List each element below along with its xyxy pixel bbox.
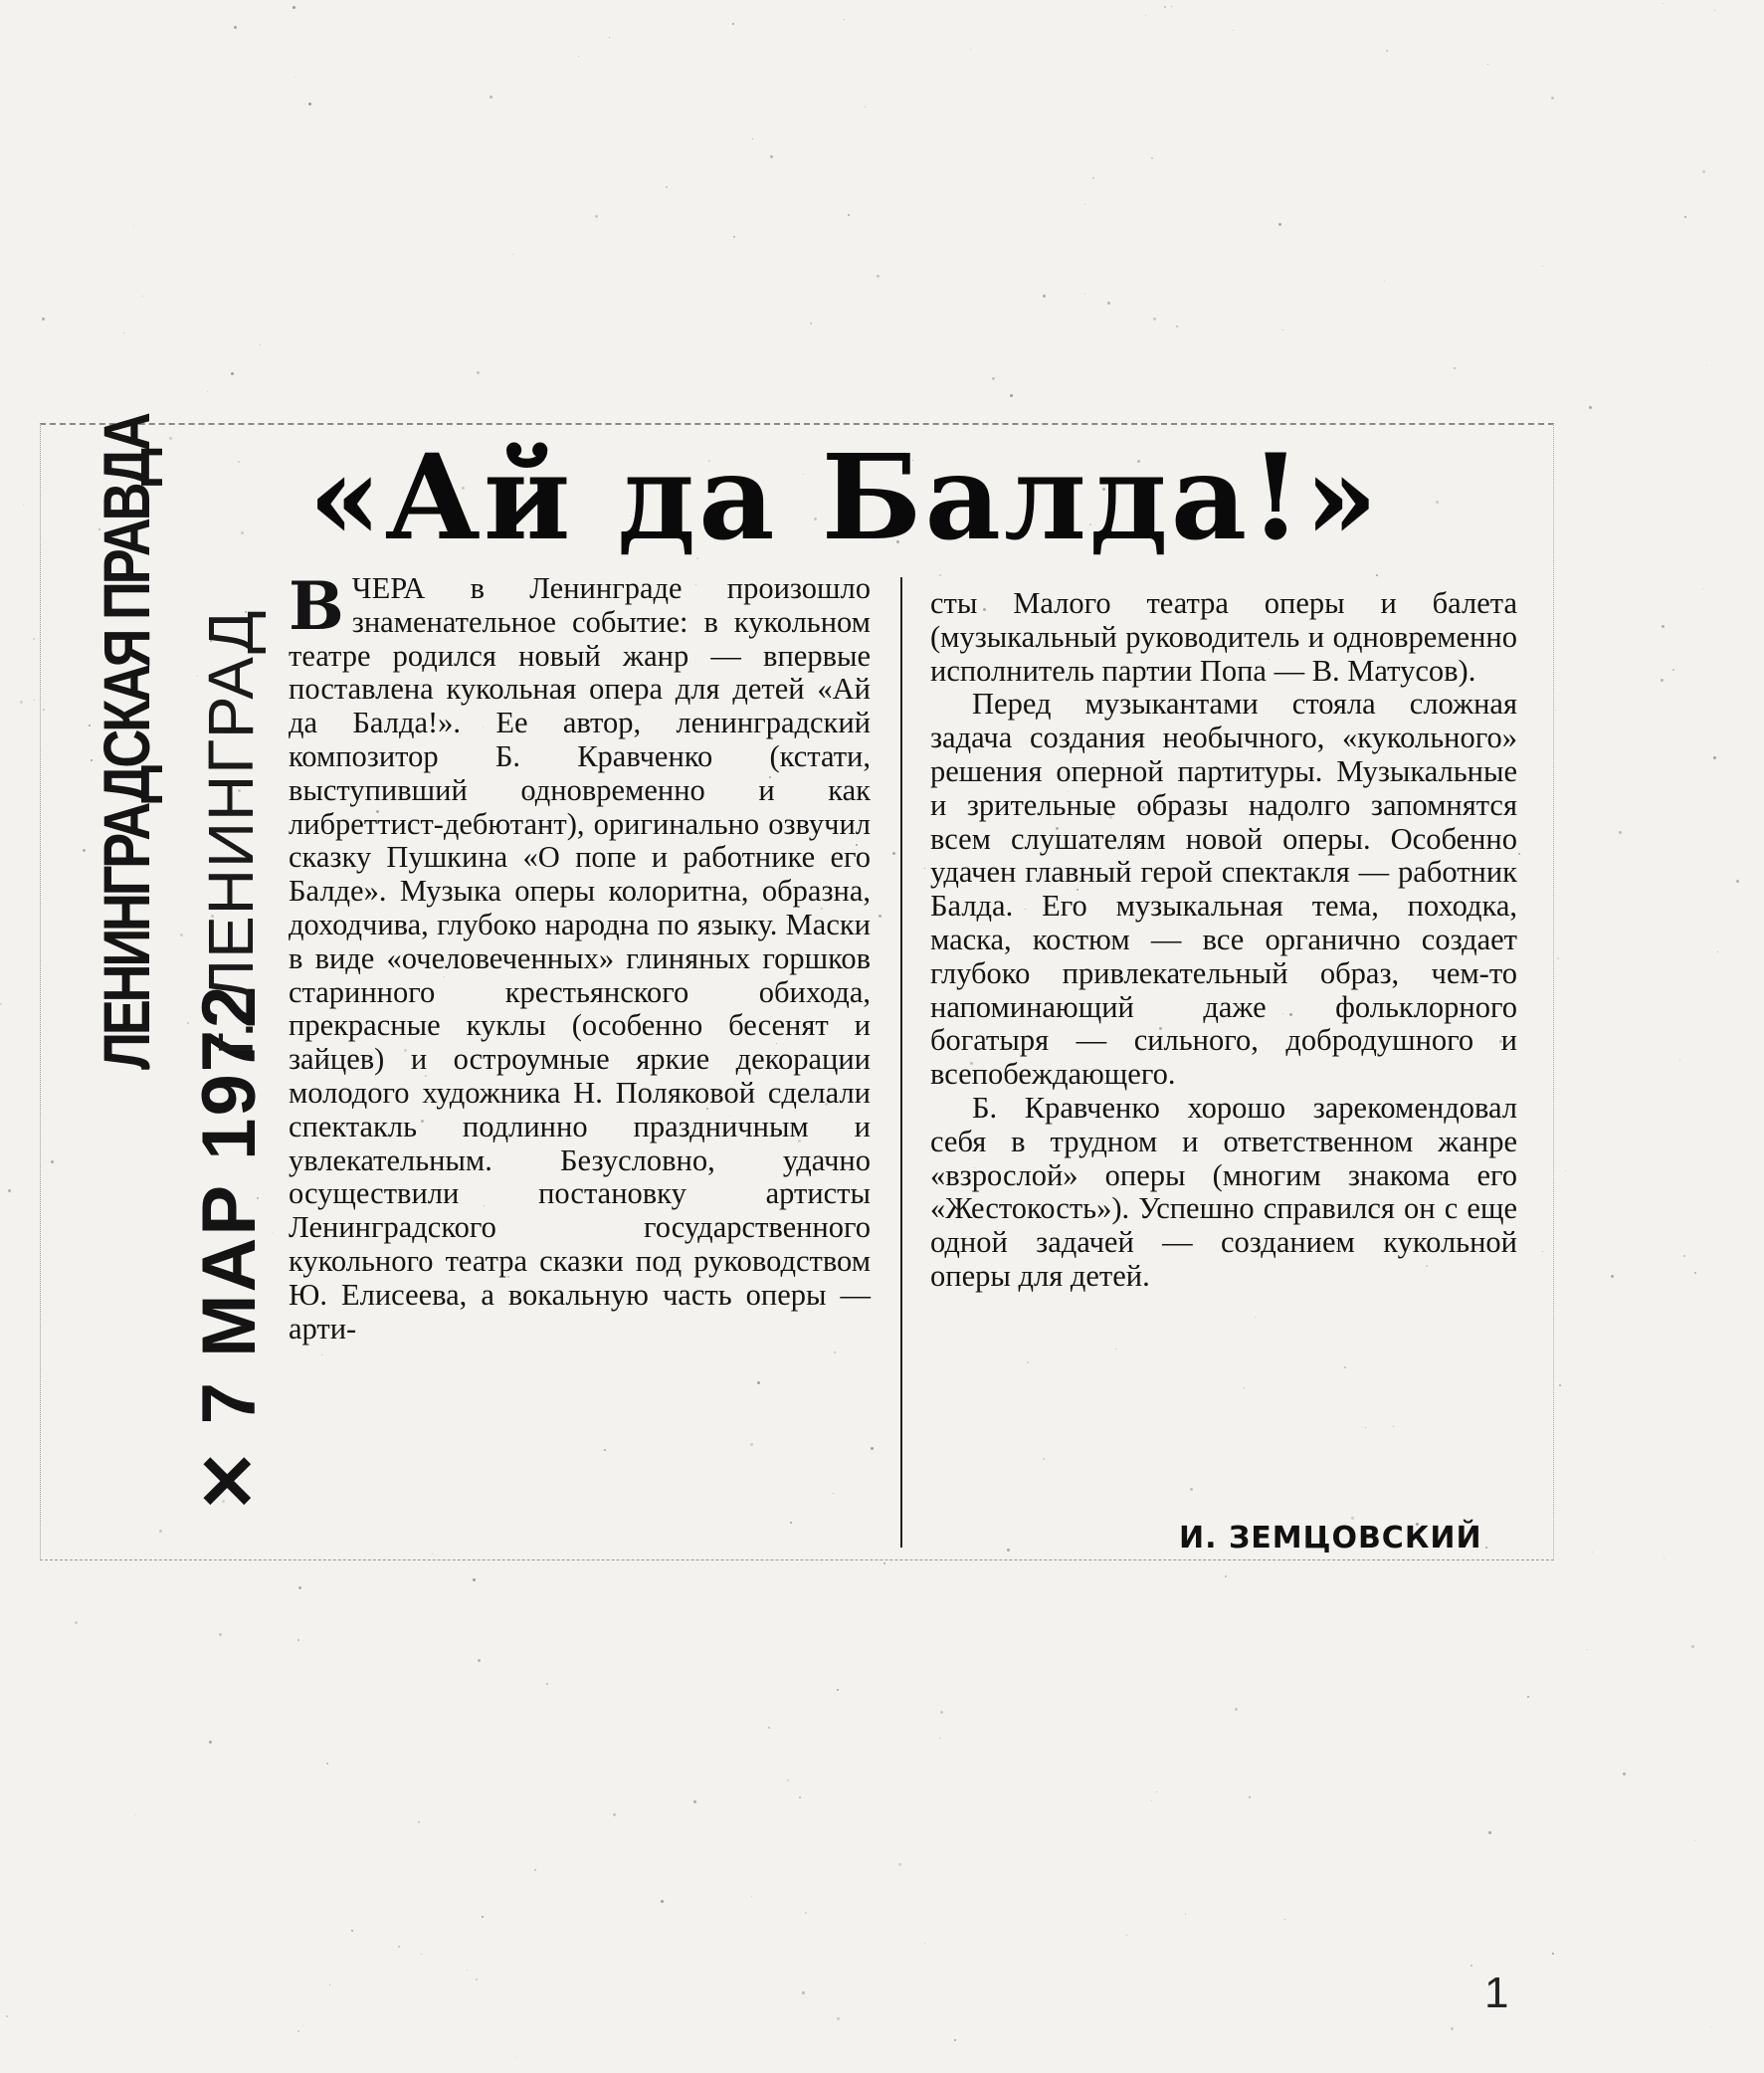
noise-speck — [1717, 951, 1718, 952]
stamp-newspaper-name: ЛЕНИНГРАДСКАЯ ПРАВДА — [90, 415, 163, 1070]
noise-speck — [1151, 157, 1153, 159]
noise-speck — [898, 1863, 901, 1866]
noise-speck — [805, 1912, 807, 1914]
noise-speck — [787, 1779, 789, 1781]
noise-speck — [1587, 1649, 1588, 1650]
noise-speck — [478, 1659, 481, 1662]
noise-speck — [954, 2039, 956, 2041]
noise-speck — [1225, 1575, 1227, 1577]
noise-speck — [837, 2017, 840, 2020]
noise-speck — [1153, 317, 1156, 320]
noise-speck — [134, 1814, 135, 1815]
noise-speck — [231, 372, 234, 375]
noise-speck — [1145, 15, 1146, 16]
noise-speck — [1084, 204, 1085, 205]
noise-speck — [1672, 669, 1674, 671]
noise-speck — [1684, 216, 1686, 218]
article-paragraph: Б. Кравченко хорошо зарекомендовал себя в трудном и ответственном жанре «взрослой» оперы (многим знакома его «Жестокость»). Успешно справился он с еще одной задачей — созданием кукольной оперы для детей. — [930, 1090, 1517, 1293]
noise-speck — [1282, 329, 1283, 330]
noise-speck — [609, 37, 610, 38]
noise-speck — [1623, 1772, 1626, 1775]
noise-speck — [329, 1984, 330, 1985]
article-column-right — [930, 587, 1517, 1294]
noise-speck — [1736, 880, 1739, 883]
noise-speck — [883, 1562, 885, 1564]
noise-speck — [1694, 1840, 1695, 1841]
noise-speck — [1710, 2026, 1711, 2027]
noise-speck — [837, 1689, 839, 1691]
noise-speck — [398, 1946, 400, 1948]
noise-speck — [1663, 3, 1664, 4]
noise-speck — [1565, 1170, 1566, 1171]
noise-speck — [1664, 1557, 1665, 1558]
article-paragraph: Перед музыкантами стояла сложная задача создания необычного, «кукольного» решения оперной партитуры. Музыкальные и зрительные образы надолго запомнятся всем слушателям новой оперы. Особенно удачен главный герой спектакля — работник Балда. Его музыкальная тема, походка, маска, костюм — все органично создает глубоко привлекательный образ, чем-то напоминающий даже фольклорного богатыря — сильного, добродушного и всепобеждающего. — [930, 687, 1517, 1092]
noise-speck — [1454, 367, 1456, 369]
noise-speck — [578, 56, 579, 57]
noise-speck — [326, 1762, 328, 1764]
noise-speck — [142, 296, 143, 297]
noise-speck — [1126, 1935, 1127, 1936]
stamp-city: г. ЛЕНИНГРАД — [195, 609, 267, 1055]
noise-speck — [297, 1639, 299, 1641]
noise-speck — [1084, 294, 1085, 295]
noise-speck — [0, 1003, 2, 1005]
noise-speck — [234, 26, 237, 29]
noise-speck — [1384, 281, 1385, 282]
noise-speck — [1488, 1831, 1491, 1834]
noise-speck — [293, 6, 295, 9]
noise-speck — [1451, 2027, 1454, 2030]
noise-speck — [1589, 406, 1592, 409]
noise-speck — [209, 1741, 212, 1744]
noise-speck — [940, 1711, 943, 1714]
article-byline: И. ЗЕМЦОВСКИЙ — [1179, 1521, 1482, 1555]
noise-speck — [693, 1800, 696, 1803]
noise-speck — [732, 23, 734, 25]
noise-speck — [1185, 1914, 1186, 1915]
noise-speck — [534, 1869, 536, 1871]
noise-speck — [1706, 365, 1707, 366]
noise-speck — [799, 1796, 801, 1798]
noise-speck — [1107, 302, 1110, 305]
noise-speck — [298, 1586, 301, 1589]
noise-speck — [1551, 97, 1554, 100]
noise-speck — [421, 1954, 422, 1955]
noise-speck — [1278, 223, 1281, 226]
noise-speck — [33, 638, 35, 640]
article-column-left — [289, 567, 871, 1346]
noise-speck — [294, 77, 295, 78]
noise-speck — [733, 236, 735, 238]
noise-speck — [8, 1189, 11, 1192]
noise-speck — [477, 371, 480, 374]
noise-speck — [207, 391, 208, 392]
article-paragraph — [289, 567, 871, 1346]
noise-speck — [476, 1978, 478, 1980]
noise-speck — [20, 701, 23, 704]
noise-speck — [1662, 625, 1665, 628]
noise-speck — [123, 332, 124, 333]
stamp-date: ✕ 7 МАР 1972 — [187, 983, 272, 1513]
noise-speck — [752, 138, 753, 139]
article-paragraph-text: ЧЕРА в Ленинграде произошло знаменательное событие: в кукольном театре родился новый жанр — впервые поставлена кукольная опера для детей «Ай да Балда!». Ее автор, ленинградский композитор Б. Кравченко (кстати, выступивший одновременно и как либреттист-дебютант), оригинально озвучил сказку Пушкина «О попе и работнике его Балде». Музыка оперы колоритна, образна, доходчива, глубоко народна по языку. Маски в виде «очеловеченных» глиняных горшков старинного крестьянского обихода, прекрасные куклы (особенно бесенят и зайцев) и остроумные яркие декорации молодого художника Н. Поляковой сделали спектакль подлинно праздничным и увлекательным. Безусловно, удачно осуществили постановку артисты Ленинградского государственного кукольного театра сказки под руководством Ю. Елисеева, а вокальную часть оперы — арти- — [289, 571, 871, 1346]
noise-speck — [751, 1896, 752, 1897]
noise-speck — [467, 1969, 468, 1970]
noise-speck — [1156, 1791, 1157, 1792]
noise-speck — [34, 700, 35, 701]
noise-speck — [924, 1943, 925, 1944]
column-divider — [900, 577, 902, 1548]
noise-speck — [6, 2015, 8, 2017]
noise-speck — [1151, 1800, 1152, 1801]
noise-speck — [297, 2030, 299, 2032]
noise-speck — [1386, 50, 1388, 52]
noise-speck — [970, 49, 971, 50]
noise-speck — [666, 186, 668, 188]
noise-speck — [23, 505, 24, 506]
noise-speck — [1249, 1796, 1251, 1798]
noise-speck — [1702, 170, 1705, 173]
noise-speck — [1233, 30, 1234, 31]
page-mark: 1 — [1484, 1969, 1509, 2017]
noise-speck — [515, 2057, 516, 2058]
noise-speck — [877, 275, 880, 278]
noise-speck — [351, 1930, 353, 1932]
noise-speck — [1557, 957, 1559, 959]
noise-speck — [1555, 710, 1556, 711]
noise-speck — [133, 225, 134, 226]
noise-speck — [1487, 64, 1488, 65]
noise-speck — [770, 155, 773, 158]
noise-speck — [482, 1916, 484, 1918]
noise-speck — [848, 214, 850, 216]
noise-speck — [810, 322, 812, 324]
noise-speck — [1092, 177, 1094, 179]
noise-speck — [844, 19, 845, 20]
noise-speck — [1171, 6, 1172, 7]
noise-speck — [865, 106, 866, 107]
noise-speck — [1284, 1919, 1285, 1920]
noise-speck — [473, 1578, 476, 1581]
noise-speck — [1619, 831, 1622, 834]
noise-speck — [1694, 1272, 1696, 1274]
noise-speck — [1683, 1255, 1685, 1257]
noise-speck — [939, 1738, 940, 1739]
noise-speck — [802, 1991, 805, 1994]
noise-speck — [260, 344, 261, 345]
noise-speck — [1691, 1645, 1694, 1648]
noise-speck — [308, 103, 311, 105]
noise-speck — [1661, 679, 1664, 682]
noise-speck — [1542, 266, 1543, 267]
noise-speck — [1164, 6, 1166, 8]
noise-speck — [1470, 1965, 1472, 1967]
noise-speck — [75, 1621, 78, 1624]
noise-speck — [418, 1821, 420, 1823]
noise-speck — [1679, 1059, 1680, 1060]
article-paragraph: сты Малого театра оперы и балета (музыкальный руководитель и одновременно исполнитель партии Попа — В. Матусов). — [930, 586, 1517, 688]
noise-speck — [768, 1727, 770, 1729]
noise-speck — [1527, 1696, 1529, 1698]
noise-speck — [1235, 1708, 1238, 1711]
noise-speck — [1713, 756, 1716, 759]
noise-speck — [1702, 588, 1703, 589]
noise-speck — [613, 1813, 616, 1816]
noise-speck — [595, 215, 598, 218]
noise-speck — [512, 254, 513, 255]
noise-speck — [490, 96, 492, 99]
noise-speck — [1592, 1552, 1593, 1553]
noise-speck — [1043, 295, 1046, 298]
noise-speck — [1176, 325, 1178, 327]
noise-speck — [546, 1683, 548, 1685]
noise-speck — [1552, 1953, 1554, 1955]
noise-speck — [42, 317, 45, 320]
noise-speck — [1559, 1384, 1561, 1386]
article-headline: «Ай да Балда!» — [308, 428, 1381, 566]
drop-cap: В — [289, 567, 344, 645]
archive-stamp — [85, 415, 279, 1523]
noise-speck — [1611, 1275, 1614, 1278]
noise-speck — [1010, 394, 1013, 397]
noise-speck — [992, 377, 995, 380]
noise-speck — [219, 1633, 222, 1636]
noise-speck — [661, 1900, 664, 1903]
noise-speck — [1714, 10, 1715, 11]
